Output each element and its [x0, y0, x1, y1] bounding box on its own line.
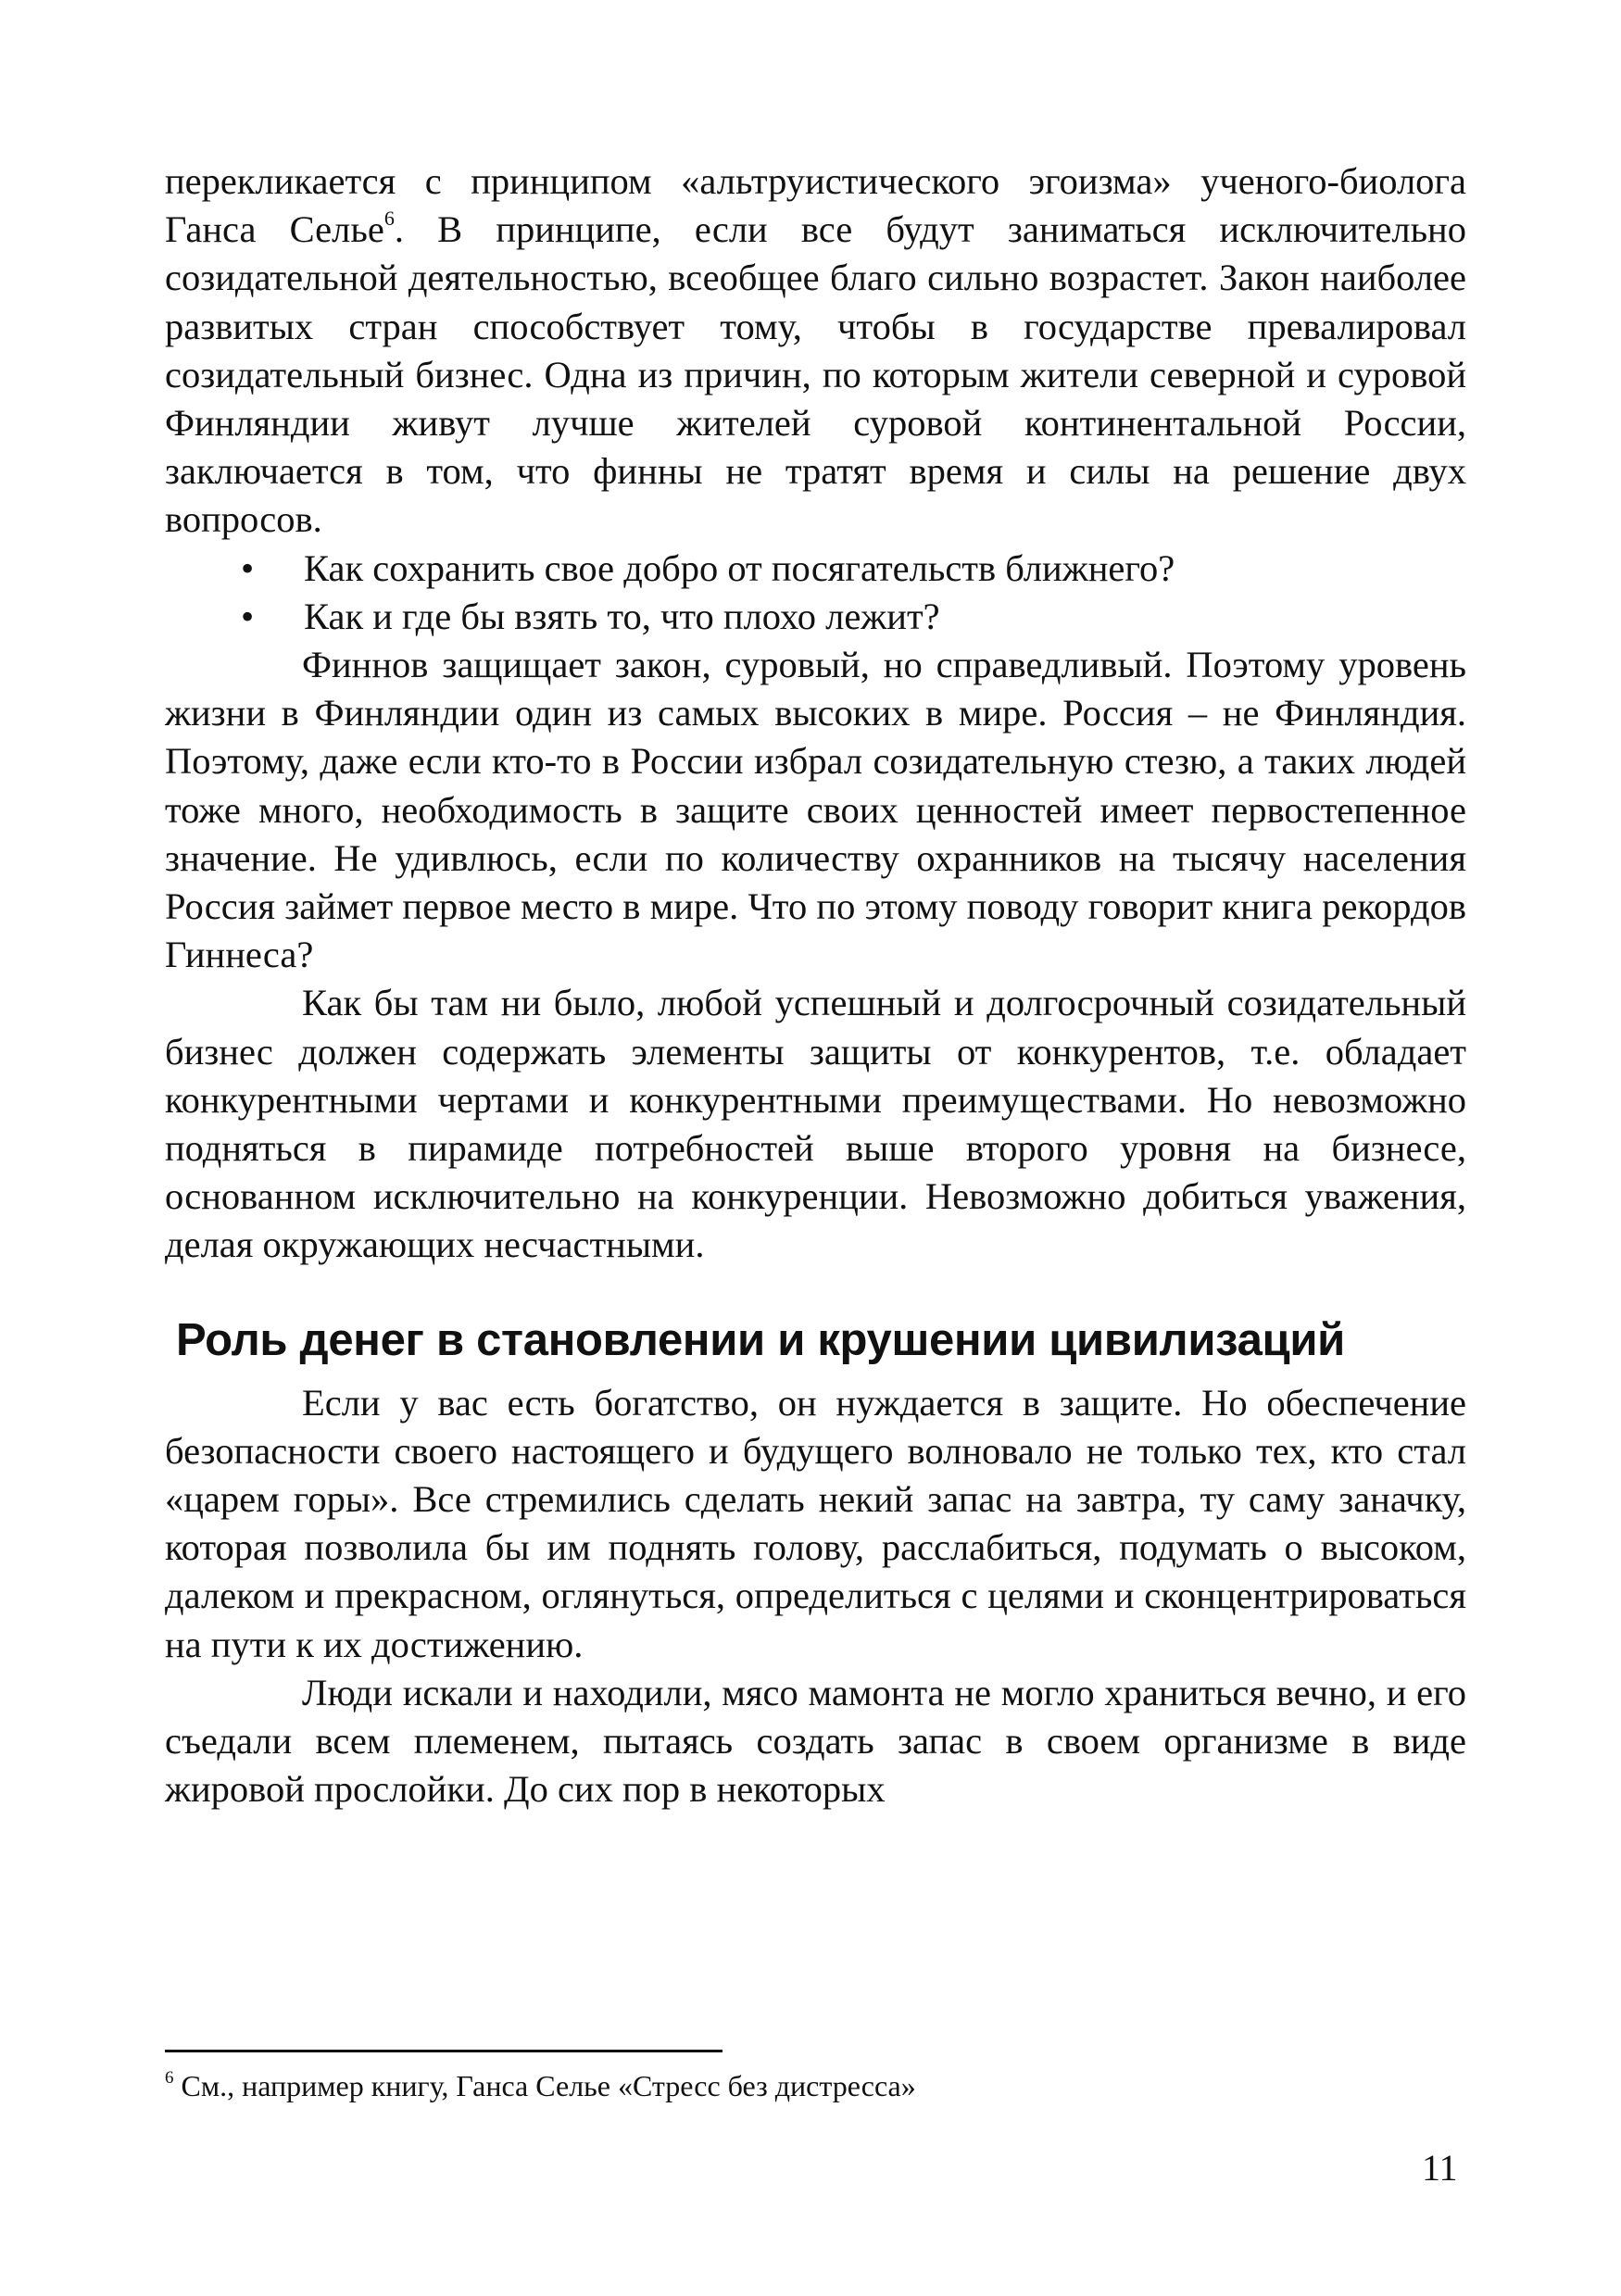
footnote-divider [165, 2050, 723, 2052]
page-number: 11 [1422, 2147, 1458, 2189]
footnote [165, 2067, 916, 2104]
footnote-reference[interactable]: 6 [383, 207, 395, 231]
paragraph-1-start: перекликается с принципом «альтруистического эгоизма» ученого-биолога Ганса Селье [165, 160, 1466, 251]
paragraph-4: Если у вас есть богатство, он нуждается в защите. Но обеспечение безопасности своего настоящего и будущего волновало не только тех, кто стал «царем горы». Все стремились сделать некий запас на завтра, ту саму заначку, которая позволила бы им поднять голову, расслабиться, подумать о высоком, далеком и прекрасном, оглянуться, определиться с целями и сконцентрироваться на пути к их достижению. [165, 1381, 1466, 1665]
list-item-text: Как сохранить свое добро от посягательств ближнего? [304, 546, 1175, 589]
list-item [165, 545, 1466, 593]
paragraph-1 [165, 157, 1466, 545]
list-item-text: Как и где бы взять то, что плохо лежит? [304, 595, 940, 637]
footnote-number: 6 [165, 2068, 174, 2088]
paragraph-3: Как бы там ни было, любой успешный и долгосрочный созидательный бизнес должен содержать элементы защиты от конкурентов, т.е. обладает конкурентными чертами и конкурентными преимуществами. Но невозможно подняться в пирамиде потребностей выше второго уровня на бизнесе, основанном исключительно на конкуренции. Невозможно добиться уважения, делая окружающих несчастными. [165, 982, 1466, 1266]
list-item [165, 593, 1466, 641]
paragraph-5: Люди искали и находили, мясо мамонта не могло храниться вечно, и его съедали всем племенем, пытаясь создать запас в своем организме в виде жировой прослойки. До сих пор в некоторых [165, 1671, 1466, 1811]
section-heading: Роль денег в становлении и крушении цивилизаций [176, 1314, 1346, 1365]
bullet-marker: • [241, 546, 255, 589]
paragraph-1-end: . В принципе, если все будут заниматься исключительно созидательной деятельностью, всеобщее благо сильно возрастет. Закон наиболее развитых стран способствует тому, чтобы в государстве превалировал созидательный бизнес. Одна из причин, по которым жители северной и суровой Финляндии живут лучше жителей суровой континентальной России, заключается в том, что финны не тратят время и силы на решение двух вопросов. [165, 208, 1466, 541]
bullet-marker: • [241, 595, 255, 637]
bullet-list [165, 545, 1466, 641]
paragraph-2: Финнов защищает закон, суровый, но справедливый. Поэтому уровень жизни в Финляндии один из самых высоких в мире. Россия – не Финляндия. Поэтому, даже если кто-то в России избрал созидательную стезю, а таких людей тоже много, необходимость в защите своих ценностей имеет первостепенное значение. Не удивлюсь, если по количеству охранников на тысячу населения Россия займет первое место в мире. Что по этому поводу говорит книга рекордов Гиннеса? [165, 644, 1466, 976]
footnote-text: См., например книгу, Ганса Селье «Стресс без дистресса» [173, 2069, 916, 2102]
page-body [165, 157, 1466, 1814]
